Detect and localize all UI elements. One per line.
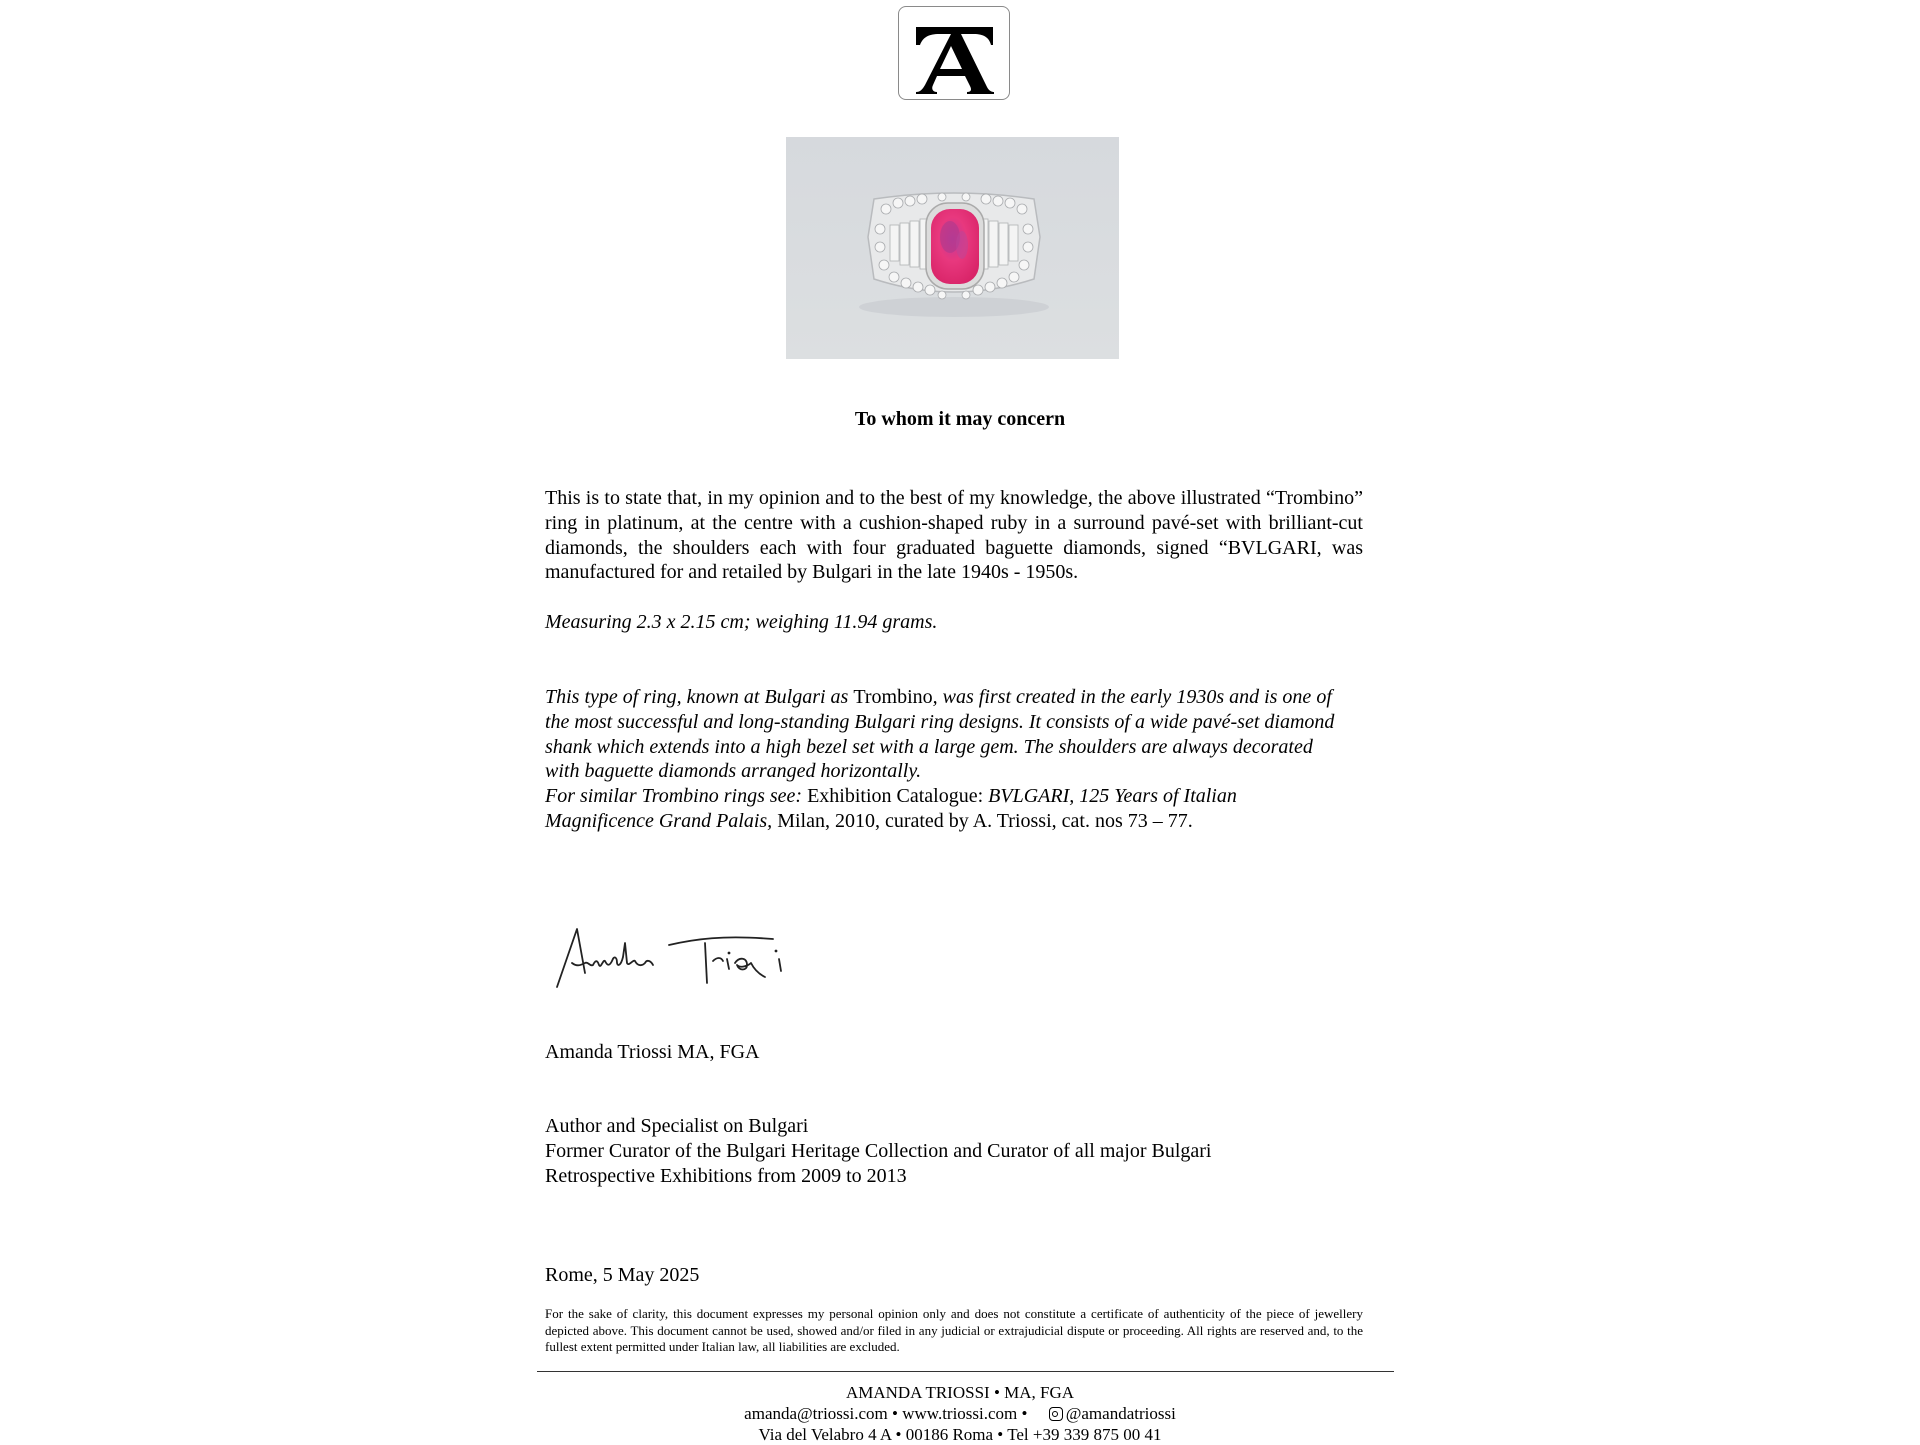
ring-image-icon <box>786 137 1119 359</box>
credentials-block <box>545 1114 1363 1188</box>
place-date: Rome, 5 May 2025 <box>545 1264 700 1286</box>
instagram-icon <box>1049 1407 1063 1421</box>
footer-name: AMANDA TRIOSSI • MA, FGA <box>845 1383 1075 1402</box>
trombino-term: Trombino <box>853 686 933 708</box>
reference-details: Milan, 2010, curated by A. Triossi, cat. nos 73 – 77. <box>772 809 1193 832</box>
reference-title: BVLGARI, 125 Years of Italian Magnificence Grand Palais, <box>545 785 1237 832</box>
footer-instagram-handle[interactable]: @amandatriossi <box>1065 1404 1176 1423</box>
signatory-name: Amanda Triossi MA, FGA <box>545 1041 760 1063</box>
footer-divider <box>537 1371 1394 1372</box>
at-monogram-logo <box>898 6 1010 100</box>
at-monogram-icon <box>899 7 1011 101</box>
opinion-paragraph: This is to state that, in my opinion and to the best of my knowledge, the above illustrated “Trombino” ring in platinum, at the centre with a cushion-shaped ruby in a surround pavé-set with brilliant-cut diamonds, the shoulders each with four graduated baguette diamonds, signed “BVLGARI, was manufactured for and retailed by Bulgari in the late 1940s - 1950s. <box>545 487 1363 584</box>
signature-icon <box>555 925 855 1005</box>
handwritten-signature <box>555 925 855 1005</box>
credential-line: Author and Specialist on Bulgari <box>545 1115 809 1137</box>
history-text-1: This type of ring, known at Bulgari as <box>545 686 854 708</box>
history-text-2: , was first created in the early 1930s and is one of the most successful and long-standing Bulgari ring designs. It consists of a wide pavé-set diamond shank which extends into a high bezel set with a large gem. The shoulders are always decorated with baguette diamonds arranged horizontally. <box>545 686 1335 783</box>
measurements-text: Measuring 2.3 x 2.15 cm; weighing 11.94 grams. <box>545 611 938 633</box>
footer-address: Via del Velabro 4 A • 00186 Roma • Tel +39 339 875 00 41 <box>758 1425 1162 1444</box>
credential-line: Former Curator of the Bulgari Heritage Collection and Curator of all major Bulgari <box>545 1139 1212 1162</box>
history-paragraph <box>545 685 1345 834</box>
reference-intro: For similar Trombino rings see: <box>545 785 808 808</box>
ring-photo <box>786 137 1119 359</box>
footer-email-web: amanda@triossi.com • www.triossi.com • <box>744 1404 1028 1423</box>
letter-heading: To whom it may concern <box>854 408 1066 430</box>
footer-contacts <box>0 1403 1920 1424</box>
disclaimer-text: For the sake of clarity, this document expresses my personal opinion only and does not constitute a certificate of authenticity of the piece of jewellery depicted above. This document cannot be used, showed and/or filed in any judicial or extrajudicial dispute or proceeding. All rights are reserved and, to the fullest extent permitted under Italian law, all liabilities are excluded. <box>545 1306 1363 1354</box>
reference-label: Exhibition Catalogue: <box>807 785 989 808</box>
credential-line: Retrospective Exhibitions from 2009 to 2013 <box>545 1164 907 1187</box>
